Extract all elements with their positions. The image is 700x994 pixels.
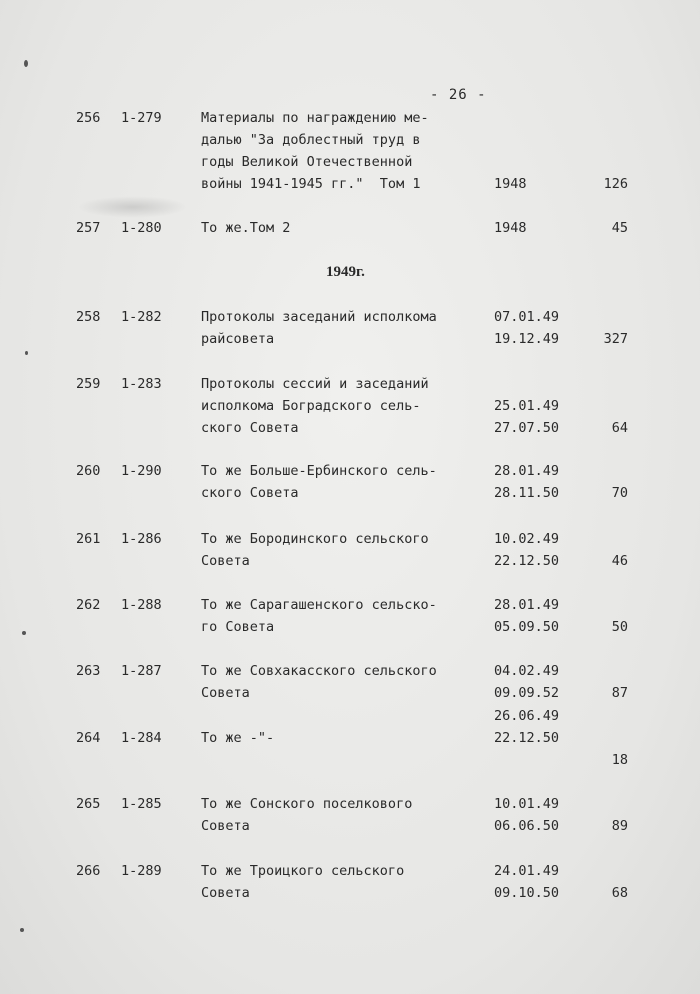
entry-title xyxy=(201,860,471,904)
entry-dates xyxy=(494,528,574,572)
entry-date: 09.09.52 xyxy=(494,685,560,701)
entry-date: 1948 xyxy=(494,176,527,192)
entry-code: 1-279 xyxy=(121,110,162,126)
entry-date: 24.01.49 xyxy=(494,863,560,879)
entry-number: 264 xyxy=(76,730,101,746)
entry-number: 266 xyxy=(76,863,101,879)
punch-mark xyxy=(25,351,28,355)
entry-date: 10.01.49 xyxy=(494,796,560,812)
entry-dates xyxy=(494,173,574,195)
entry-code: 1-280 xyxy=(121,220,162,236)
entry-title-line: То же -"- xyxy=(201,730,275,746)
entry-number: 262 xyxy=(76,597,101,613)
entry-title-line: Материалы по награждению ме- xyxy=(201,110,429,126)
entry-date: 19.12.49 xyxy=(494,331,560,347)
entry-number: 263 xyxy=(76,663,101,679)
entry-dates xyxy=(494,594,574,638)
entry-date: 06.06.50 xyxy=(494,818,560,834)
entry-sheet-count: 50 xyxy=(611,619,628,635)
entry-date: 26.06.49 xyxy=(494,708,560,724)
entry-date: 07.01.49 xyxy=(494,309,560,325)
entry-sheet-count: 46 xyxy=(611,553,628,569)
punch-mark xyxy=(20,928,24,932)
entry-title xyxy=(201,793,471,837)
entry-dates xyxy=(494,460,574,504)
entry-sheet-count: 70 xyxy=(611,485,628,501)
entry-title xyxy=(201,217,471,239)
entry-sheet-count: 68 xyxy=(611,885,628,901)
entry-sheet-count: 64 xyxy=(611,420,628,436)
entry-title-line: войны 1941-1945 гг." Том 1 xyxy=(201,176,421,192)
entry-title xyxy=(201,460,471,504)
entry-date: 28.01.49 xyxy=(494,463,560,479)
entry-title xyxy=(201,107,471,195)
punch-mark xyxy=(22,631,26,635)
entry-title-line: То же Совхакасского сельского xyxy=(201,663,437,679)
entry-code: 1-290 xyxy=(121,463,162,479)
entry-number: 257 xyxy=(76,220,101,236)
entry-title-line: исполкома Боградского сель- xyxy=(201,398,421,414)
entry-number: 265 xyxy=(76,796,101,812)
entry-date: 25.01.49 xyxy=(494,398,560,414)
entry-title-line: То же Бородинского сельского xyxy=(201,531,429,547)
entry-title-line: То же Сонского поселкового xyxy=(201,796,413,812)
entry-title xyxy=(201,727,471,749)
entry-date: 09.10.50 xyxy=(494,885,560,901)
entry-date: 10.02.49 xyxy=(494,531,560,547)
entry-title-line: го Совета xyxy=(201,619,275,635)
entry-number: 260 xyxy=(76,463,101,479)
entry-dates xyxy=(494,660,574,704)
punch-mark xyxy=(24,60,28,67)
entry-sheet-count: 89 xyxy=(611,818,628,834)
entry-number: 256 xyxy=(76,110,101,126)
entry-dates xyxy=(494,860,574,904)
page-number: - 26 - xyxy=(430,87,487,103)
entry-code: 1-284 xyxy=(121,730,162,746)
entry-dates xyxy=(494,793,574,837)
entry-dates xyxy=(494,217,574,239)
entry-title-line: ского Совета xyxy=(201,420,299,436)
entry-date: 1948 xyxy=(494,220,527,236)
entry-code: 1-289 xyxy=(121,863,162,879)
entry-dates xyxy=(494,395,574,439)
entry-sheet-count: 87 xyxy=(611,685,628,701)
scan-smudge xyxy=(78,196,188,218)
entry-title xyxy=(201,660,471,704)
entry-title xyxy=(201,528,471,572)
entry-code: 1-286 xyxy=(121,531,162,547)
entry-title-line: То же Троицкого сельского xyxy=(201,863,405,879)
entry-title-line: райсовета xyxy=(201,331,275,347)
entry-title-line: Совета xyxy=(201,818,250,834)
entry-title-line: То же Сарагашенского сельско- xyxy=(201,597,437,613)
entry-title-line: Протоколы заседаний исполкома xyxy=(201,309,437,325)
entry-sheet-count: 18 xyxy=(611,752,628,768)
entry-code: 1-282 xyxy=(121,309,162,325)
entry-title-line: Совета xyxy=(201,885,250,901)
entry-code: 1-283 xyxy=(121,376,162,392)
entry-date: 27.07.50 xyxy=(494,420,560,436)
entry-number: 261 xyxy=(76,531,101,547)
entry-title-line: ского Совета xyxy=(201,485,299,501)
entry-title-line: То же Больше-Ербинского сель- xyxy=(201,463,437,479)
entry-sheet-count: 126 xyxy=(603,176,628,192)
entry-title xyxy=(201,306,471,350)
entry-dates xyxy=(494,705,574,749)
entry-date: 28.11.50 xyxy=(494,485,560,501)
entry-title-line: Совета xyxy=(201,685,250,701)
entry-title-line: Протоколы сессий и заседаний xyxy=(201,376,429,392)
entry-date: 04.02.49 xyxy=(494,663,560,679)
entry-date: 28.01.49 xyxy=(494,597,560,613)
entry-date: 22.12.50 xyxy=(494,553,560,569)
entry-number: 259 xyxy=(76,376,101,392)
entry-title-line: То же.Том 2 xyxy=(201,220,291,236)
entry-title xyxy=(201,594,471,638)
entry-code: 1-287 xyxy=(121,663,162,679)
entry-title-line: Совета xyxy=(201,553,250,569)
entry-sheet-count: 45 xyxy=(611,220,628,236)
entry-number: 258 xyxy=(76,309,101,325)
entry-title-line: годы Великой Отечественной xyxy=(201,154,413,170)
entry-title-line: далью "За доблестный труд в xyxy=(201,132,421,148)
entry-date: 22.12.50 xyxy=(494,730,560,746)
entry-dates xyxy=(494,306,574,350)
entry-code: 1-285 xyxy=(121,796,162,812)
entry-code: 1-288 xyxy=(121,597,162,613)
entry-sheet-count: 327 xyxy=(603,331,628,347)
entry-title xyxy=(201,373,471,439)
entry-date: 05.09.50 xyxy=(494,619,560,635)
year-heading: 1949г. xyxy=(326,264,365,280)
